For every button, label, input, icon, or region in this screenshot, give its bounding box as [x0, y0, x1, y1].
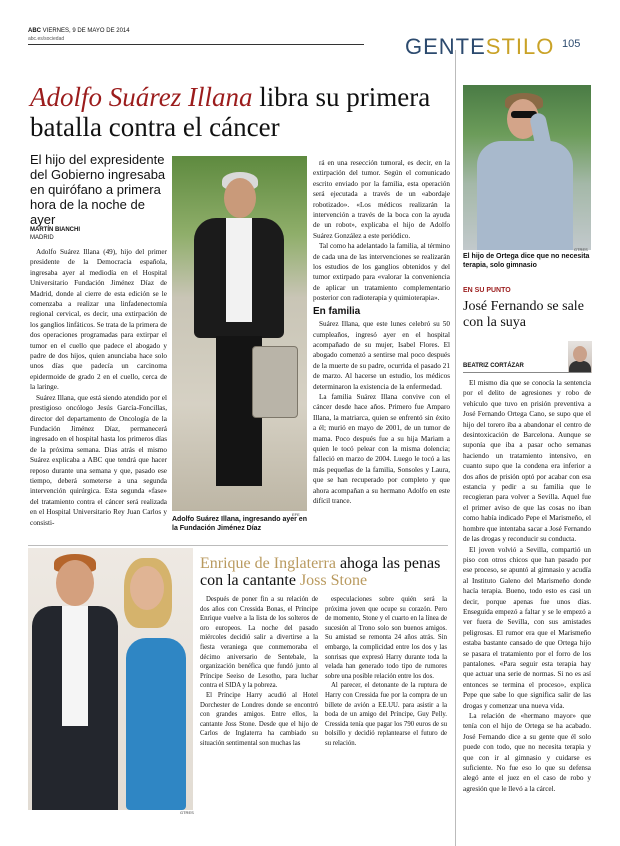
photo-credit: EFE — [292, 512, 300, 517]
paragraph: rá en una resección tumoral, es decir, en la extirpación del tumor. Según el comunicado escrito enviado por la familia, esta operación será ejecutada a través de un «abordaje robotizado». «Los médicos realizarán la intervención a través de la boca con la ayuda de un robot», explicaba el hijo de Adolfo Suárez González a este periódico. — [313, 159, 450, 240]
ortega-headline: José Fernando se sale con la suya — [463, 299, 584, 330]
main-headline — [30, 82, 450, 142]
paragraph: El Príncipe Harry acudió al Hotel Dorchester de Londres donde se encontró con grandes amigos. Entre ellos, la cantante Joss Stone. Desde que el hijo de Carlos de Inglaterra ha cambiado su situación sentimental son muchas las — [200, 691, 318, 747]
headline-rest: libra su primera batalla contra el cáncer — [30, 82, 431, 142]
masthead-url: abc.es/sociedad — [28, 36, 65, 42]
harry-joss-photo — [28, 548, 193, 810]
paragraph: especulaciones sobre quién será la próxima joven que ocupe su corazón. Pero de momento, Stone y el cuarto en la línea de sucesión al Trono solo son buenos amigos. Su amistad se remonta 24 años atrás. Sin embargo, la complicidad entre los dos y las sonrisas que expresó Harry durante toda la velada han generado todo tipo de rumores sobre una posible relación entre los dos. — [325, 596, 447, 680]
subsection-title: En familia — [313, 305, 361, 317]
paragraph: La relación de «hermano mayor» que tenía con el hijo de Ortega se ha acabado. José Fernando dice a su gente que él solo puede con todo, que no necesita terapia y que con ir al gimnasio y cuidarse es suficiente. No fue eso lo que su defensa alegó ante el juez en el caso de robo y agresión que le llevó a la cárcel. — [463, 712, 591, 793]
main-byline: MARTÍN BIANCHI — [30, 227, 80, 233]
ortega-photo — [463, 85, 591, 250]
paragraph: El joven volvió a Sevilla, compartió un piso con otros chicos que han pasado por ese proceso, se apuntó al gimnasio y acudía al Instituto Galeno del Marismeño donde hacía terapia. Bueno, todo esto es casi un decir, porque apenas fue unos días. Enseguida empezó a faltar y se le empezó a ver fuera de Sevilla, con sus amistades peligrosas. El rumor era que el Marismeño estaba bastante cansado de que Ortega hijo se pasara el tratamiento por el forro de los pantalones. «Para seguir esta terapia hay que actuar una serie de normas. Si no es así entonces se termina el proceso», explica Pepe que sabe lo que significa salir de las drogas y comenzar una nueva vida. — [463, 545, 591, 710]
main-column-1 — [30, 247, 167, 537]
main-city: MADRID — [30, 235, 54, 241]
paragraph: Después de poner fin a su relación de dos años con Cressida Bonas, el Príncipe Enrique vuelve a la lista de los solteros de oro europeos. La noche del pasado miércoles decidió salir a divertirse a la fiesta veraniega que conmemoraba el décimo aniversario de Sentebale, la organización benéfica que fundó junto al Príncipe Seeiso de Lesotho, para luchar contra el SIDA y la pobreza. — [200, 596, 318, 690]
main-column-3 — [313, 158, 450, 536]
harry-headline: Enrique de Inglaterra ahoga las penas con la cantante Joss Stone — [200, 555, 441, 589]
photo-credit: GTRES — [574, 247, 588, 252]
suarez-caption: Adolfo Suárez Illana, ingresando ayer en la Fundación Jiménez Díaz — [172, 516, 307, 532]
ortega-byline: BEATRIZ CORTÁZAR — [463, 363, 524, 369]
paragraph: Tal como ha adelantado la familia, al término de cada una de las intervenciones se realizarán los estudios de los ganglios obtenidos y del tumor extirpado para «valorar la conveniencia de aplicar un tratamiento complementario posterior con radioterapia y quimioterapia». — [313, 242, 450, 303]
paragraph: Suárez Illana, que está siendo atendido por el prestigioso oncólogo Jesús García-Foncillas, director del departamento de Oncología de la Fundación Jiménez Díaz, permanecerá ingresado en el hospital hasta los primeros días de la próxima semana. Dias atrás el mismo Suárez explicaba a ABC que tendrá que hacer reposo durante una semana y que, pasado ese tiempo, deberá someterse a una segunda intervención quirúrgica. Esta segunda «fase» del tratamiento contra el cáncer será realizada en el Hospital Universitario Rey Juan Carlos y consisti- — [30, 393, 167, 527]
harry-column-1 — [200, 595, 318, 825]
author-avatar — [568, 341, 592, 373]
masthead-date: ABC VIERNES, 9 DE MAYO DE 2014 — [28, 28, 130, 34]
divider — [463, 372, 591, 373]
photo-credit: GTRES — [180, 810, 194, 815]
section-title: GENTESTILO — [405, 34, 555, 59]
column-kicker: EN SU PUNTO — [463, 287, 511, 294]
ortega-body — [463, 378, 591, 840]
ortega-caption: El hijo de Ortega dice que no necesita terapia, solo gimnasio — [463, 253, 590, 269]
paragraph: Suárez Illana, que este lunes celebró su 50 cumpleaños, ingresó ayer en el hospital acompañado de su mujer, Isabel Flores. El abogado comenzó a sentirse mal poco después de la muerte de su padre, ocurrida el pasado 21 de marzo. Al hacerse un estudio, los médicos determinaron la existencia de la enfermedad. — [313, 320, 450, 391]
suarez-photo — [172, 156, 307, 511]
headline-name: Adolfo Suárez Illana — [30, 82, 253, 112]
column-separator — [455, 50, 456, 846]
paragraph: El mismo día que se conocía la sentencia por el delito de agresiones y robo de vehículo que tuvo en prisión preventiva a José Fernando Ortega Cano, se supo que el hijo del torero iba a abandonar el centro de desintoxicación de Barcelona. Aunque se suponía que iba a pasar ocho semanas haciendo un tratamiento intensivo, en cuanto supo que la condena era inferior a dos años de prisión optó por acabar con esa estancia y pedir a su familia que le recogieran para volver a Sevilla. Aquel fue el primer aviso de que las cosas no iban como había indicado Pepe el Marismeño, el hombre que intentaba sacar a José Fernando de las drogas y reconducir su conducta. — [463, 379, 591, 544]
paragraph: Adolfo Suárez Illana (49), hijo del primer presidente de la Democracia española, ingresaba ayer al mediodía en el Hospital Universitario Fundación Jiménez Díaz de Madrid, donde al cierre de esta edición se le comenzaba a realizar una linfadenectomía regional cervical, es decir, una extirpación de los ganglios linfáticos. Se trata de la primera de dos operaciones programadas para extirpar el tumor en el cuello que padece el abogado y padre de dos hijos, quien anunciaba hace solo unos días que padecía un carcinoma epidermoide de grado 2 en el cuello, cerca de la laringe. — [30, 248, 167, 392]
header-rule — [28, 44, 364, 45]
main-subhead: El hijo del expresidente del Gobierno ingresaba en quirófano a primera hora de la noche de ayer — [30, 152, 166, 227]
paragraph: Al parecer, el detonante de la ruptura de Harry con Cressida fue por la compra de un billete de avión a EE.UU. para asistir a la boda de un amigo del Príncipe, Guy Pelly. Cressida tenía que pagar los 790 euros de su bolsillo y decidió replantearse el futuro de su relación. — [325, 682, 447, 747]
page-number: 105 — [562, 38, 581, 50]
harry-column-2 — [325, 595, 447, 825]
paragraph: La familia Suárez Illana convive con el cáncer desde hace años. Primero fue Amparo Illana, la matriarca, quien se enfrentó sin éxito a él; murió en mayo de 2001, de un tumor de mama. Poco después fue a su hija Mariam a quien le tocó pelear con la misma dolencia; falleció en marzo de 2004. Luego le tocó a las más pequeñas de la familia, Sonsoles y Laura, que se han recuperado por completo y que ahora acompañan a su hermano Adolfo en este difícil trance. — [313, 392, 450, 505]
